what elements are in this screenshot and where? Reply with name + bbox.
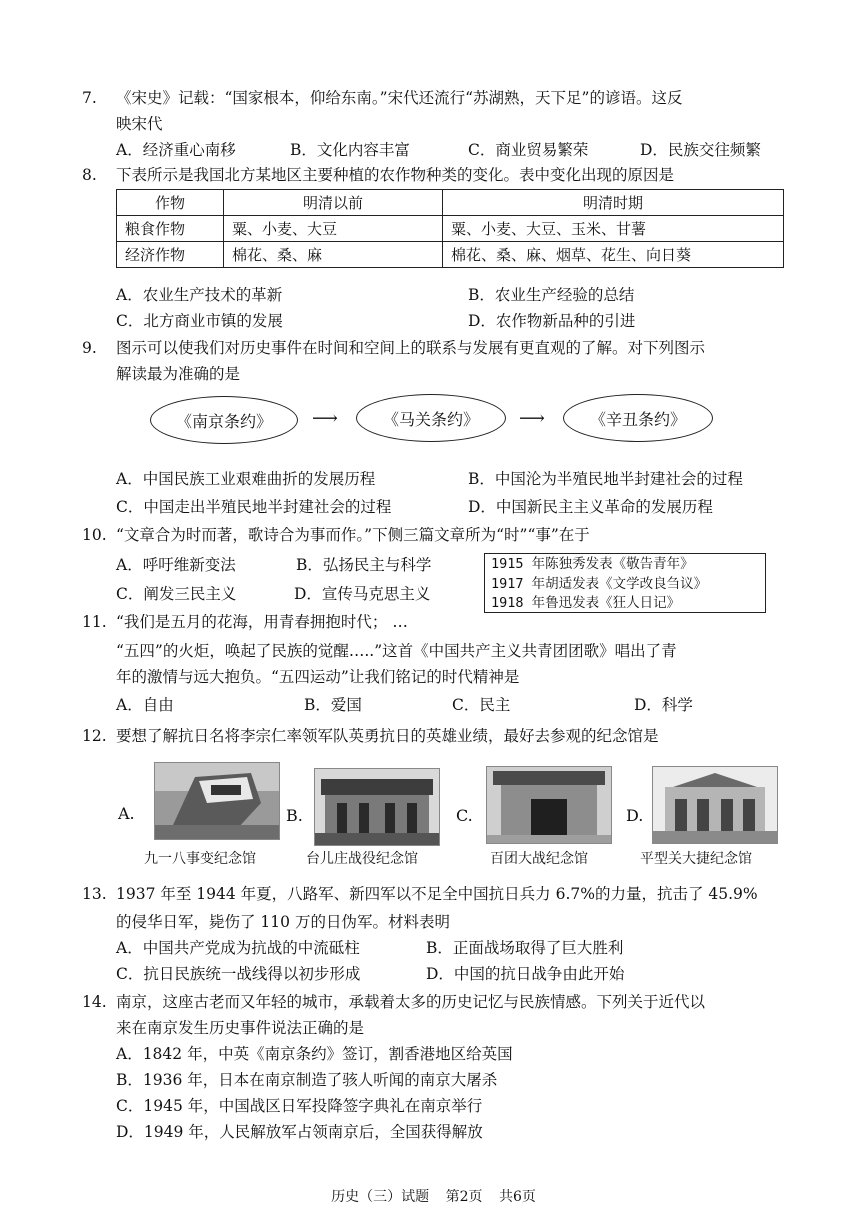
q7-option-c: C．商业贸易繁荣 <box>468 141 589 159</box>
q12-label-d: D. <box>626 806 644 825</box>
q12-label-b: B. <box>286 806 303 825</box>
article-line: 1917 年胡适发表《文学改良刍议》 <box>491 575 708 592</box>
q14-stem-line1: 14. 南京，这座古老而又年轻的城市，承载着太多的历史记忆与民族情感。下列关于近代以 <box>82 993 706 1011</box>
q7-option-d: D．民族交往频繁 <box>640 141 761 159</box>
table-cell: 粟、小麦、大豆 <box>224 216 443 242</box>
q9-stem-line2: 解读最为准确的是 <box>116 365 241 383</box>
article-line: 1915 年陈独秀发表《敬告青年》 <box>491 556 694 572</box>
q12-caption-d: 平型关大捷纪念馆 <box>640 851 752 867</box>
q10-option-c: C．阐发三民主义 <box>116 585 237 603</box>
table-header-cell: 作物 <box>117 190 224 216</box>
q13-option-b: B．正面战场取得了巨大胜利 <box>426 939 624 957</box>
memorial-photo-baituan <box>486 766 612 844</box>
q7-option-a: A．经济重心南移 <box>116 141 236 159</box>
q8-option-a: A．农业生产技术的革新 <box>116 286 283 304</box>
q8-option-d: D．农作物新品种的引进 <box>468 312 636 330</box>
q12-caption-c: 百团大战纪念馆 <box>490 851 588 867</box>
q11-stem-line3: 年的激情与远大抱负。“五四运动”让我们铭记的时代精神是 <box>116 668 520 686</box>
q9-option-b: B．中国沦为半殖民地半封建社会的过程 <box>468 470 743 488</box>
footer-page-number: 第2页 <box>445 1189 483 1205</box>
q14-option-a: A．1842 年，中英《南京条约》签订，割香港地区给英国 <box>116 1045 513 1063</box>
q10-option-a: A．呼吁维新变法 <box>116 556 236 574</box>
q12-caption-a: 九一八事变纪念馆 <box>144 851 256 867</box>
q13-stem-line1: 13. 1937 年至 1944 年夏，八路军、新四军以不足全中国抗日兵力 6.7%的力量，抗击了 45.9% <box>82 885 758 903</box>
arrow-right-icon: ⟶ <box>312 408 338 429</box>
page-footer <box>0 1186 867 1206</box>
table-header-cell: 明清时期 <box>443 190 784 216</box>
table-row <box>117 216 784 242</box>
q7-option-b: B．文化内容丰富 <box>290 141 410 159</box>
q13-option-a: A．中国共产党成为抗战的中流砥柱 <box>116 939 360 957</box>
q12-label-a: A. <box>118 804 135 823</box>
q7-stem-line2: 映宋代 <box>116 115 163 133</box>
memorial-photo-taierzhuang <box>314 768 440 846</box>
q8-option-b: B．农业生产经验的总结 <box>468 286 635 304</box>
q8-stem: 8. 下表所示是我国北方某地区主要种植的农作物种类的变化。表中变化出现的原因是 <box>82 166 675 184</box>
table-row <box>117 242 784 268</box>
treaty-nanjing-oval <box>150 396 298 444</box>
q12-number: 12. <box>82 727 107 745</box>
q14-number: 14. <box>82 993 107 1011</box>
q11-number: 11. <box>82 613 107 631</box>
treaty-label: 《辛丑条约》 <box>589 409 686 429</box>
q9-option-a: A．中国民族工业艰难曲折的发展历程 <box>116 470 376 488</box>
footer-subject: 历史（三）试题 <box>331 1189 430 1205</box>
table-header-cell: 明清以前 <box>224 190 443 216</box>
table-cell: 经济作物 <box>117 242 224 268</box>
q11-option-b: B．爱国 <box>304 696 362 714</box>
q11-option-c: C．民主 <box>452 696 511 714</box>
treaty-label: 《马关条约》 <box>382 409 479 429</box>
q13-number: 13. <box>82 885 107 903</box>
treaty-label: 《南京条约》 <box>175 411 272 431</box>
arrow-right-icon: ⟶ <box>519 408 545 429</box>
table-header-row <box>117 190 784 216</box>
monument-image <box>155 763 279 839</box>
table-cell: 粮食作物 <box>117 216 224 242</box>
treaty-xinchou-oval <box>563 394 713 442</box>
articles-box <box>484 553 766 613</box>
memorial-photo-918 <box>154 762 280 840</box>
building-image <box>653 767 777 843</box>
treaty-shimonoseki-oval <box>356 394 506 442</box>
q8-option-c: C．北方商业市镇的发展 <box>116 312 283 330</box>
building-image <box>487 767 611 843</box>
crop-table <box>116 189 784 268</box>
q13-option-c: C．抗日民族统一战线得以初步形成 <box>116 965 361 983</box>
q9-stem-line1: 9. 图示可以使我们对历史事件在时间和空间上的联系与发展有更直观的了解。对下列图示 <box>82 339 706 357</box>
q9-option-d: D．中国新民主主义革命的发展历程 <box>468 498 713 516</box>
q14-option-b: B．1936 年，日本在南京制造了骇人听闻的南京大屠杀 <box>116 1071 498 1089</box>
q10-option-b: B．弘扬民主与科学 <box>296 556 432 574</box>
memorial-photo-pingxingguan <box>652 766 778 844</box>
footer-total-pages: 共6页 <box>498 1189 536 1205</box>
article-line: 1918 年鲁迅发表《狂人日记》 <box>491 595 681 611</box>
q13-stem-line2: 的侵华日军，毙伤了 110 万的日伪军。材料表明 <box>116 913 450 931</box>
q7-number: 7. <box>82 89 97 107</box>
table-cell: 棉花、桑、麻、烟草、花生、向日葵 <box>443 242 784 268</box>
q12-label-c: C. <box>456 806 473 825</box>
q11-stem-line1: 11. “我们是五月的花海，用青春拥抱时代； … <box>82 613 408 631</box>
building-image <box>315 769 439 845</box>
q12-caption-b: 台儿庄战役纪念馆 <box>306 851 418 867</box>
q10-option-d: D．宣传马克思主义 <box>294 585 431 603</box>
q13-option-d: D．中国的抗日战争由此开始 <box>426 965 625 983</box>
q7-stem-line1: 7. 《宋史》记载：“国家根本，仰给东南。”宋代还流行“苏湖熟，天下足”的谚语。这反 <box>82 89 683 107</box>
q11-stem-line2: “五四”的火炬，唤起了民族的觉醒…..”这首《中国共产主义共青团团歌》唱出了青 <box>116 642 677 660</box>
q12-stem: 12. 要想了解抗日名将李宗仁率领军队英勇抗日的英雄业绩，最好去参观的纪念馆是 <box>82 727 659 745</box>
q9-option-c: C．中国走出半殖民地半封建社会的过程 <box>116 498 392 516</box>
q14-stem-line2: 来在南京发生历史事件说法正确的是 <box>116 1019 365 1037</box>
table-cell: 粟、小麦、大豆、玉米、甘薯 <box>443 216 784 242</box>
q10-stem: 10. “文章合为时而著，歌诗合为事而作。”下侧三篇文章所为“时”“事”在于 <box>82 526 590 544</box>
q8-number: 8. <box>82 166 97 184</box>
q11-option-a: A．自由 <box>116 696 174 714</box>
q10-number: 10. <box>82 526 107 544</box>
q9-number: 9. <box>82 339 97 357</box>
q14-option-c: C．1945 年，中国战区日军投降签字典礼在南京举行 <box>116 1097 483 1115</box>
q11-option-d: D．科学 <box>634 696 693 714</box>
q14-option-d: D．1949 年，人民解放军占领南京后，全国获得解放 <box>116 1123 483 1141</box>
table-cell: 棉花、桑、麻 <box>224 242 443 268</box>
